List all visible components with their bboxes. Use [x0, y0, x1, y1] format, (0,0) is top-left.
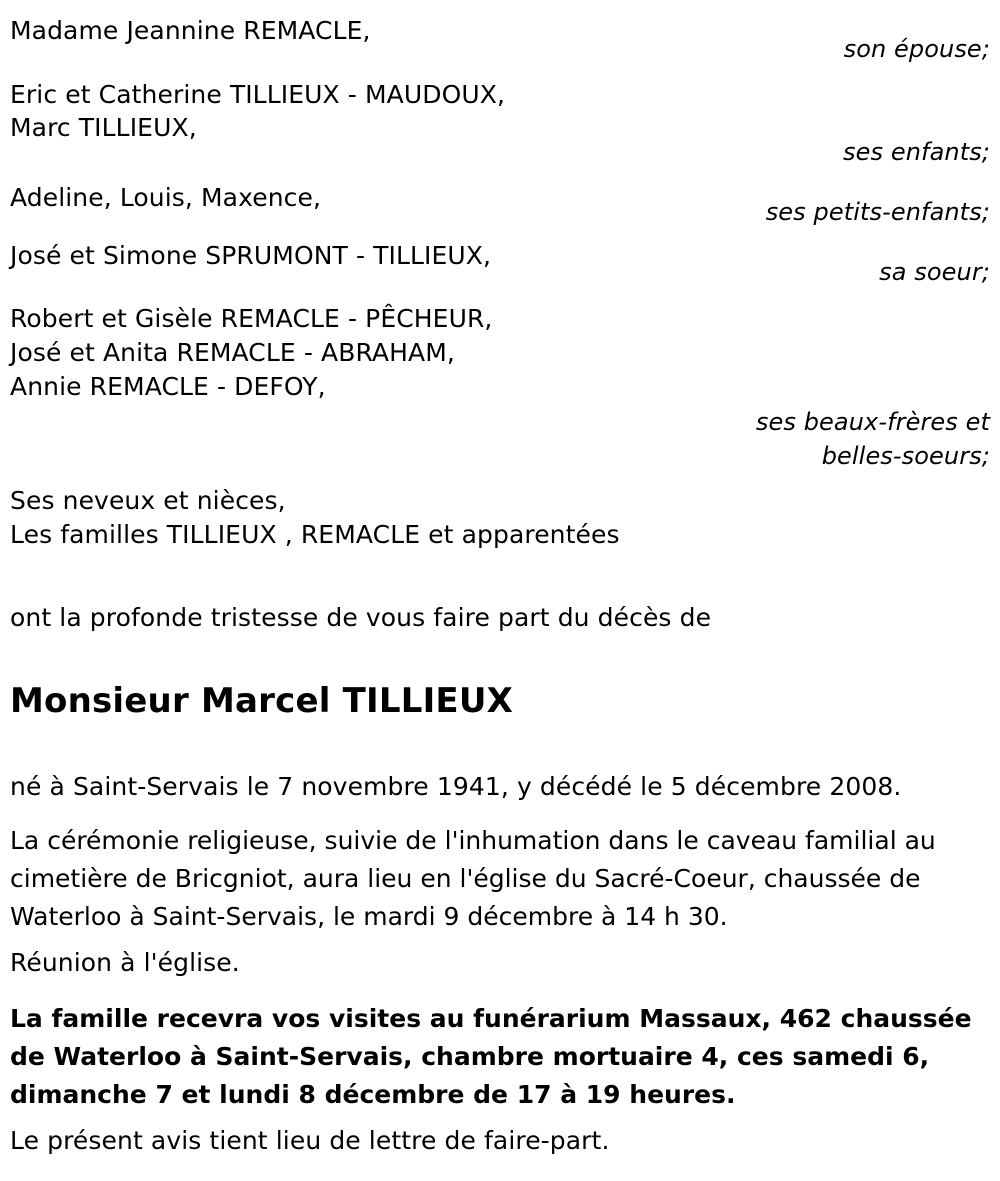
survivor-name: Les familles TILLIEUX , REMACLE et apparentées — [10, 520, 620, 549]
gathering-line: Réunion à l'église. — [10, 948, 240, 977]
survivor-name: José et Anita REMACLE - ABRAHAM, — [10, 338, 455, 367]
deceased-name: Monsieur Marcel TILLIEUX — [10, 681, 514, 721]
visits-paragraph: La famille recevra vos visites au funérarium Massaux, 462 chaussée de Waterloo à Saint-Servais, chambre mortuaire 4, ces samedi 6, dimanche 7 et lundi 8 décembre de 17 à 19 heures. — [10, 1004, 972, 1109]
survivor-name: Robert et Gisèle REMACLE - PÊCHEUR, — [10, 304, 493, 333]
relation-label-children: ses enfants; — [843, 138, 990, 166]
survivor-name: Adeline, Louis, Maxence, — [10, 183, 322, 212]
birth-death-line: né à Saint-Servais le 7 novembre 1941, y décédé le 5 décembre 2008. — [10, 772, 902, 801]
relation-label-grandchildren: ses petits-enfants; — [765, 198, 990, 226]
relation-label-in-laws-line2: belles-soeurs; — [821, 442, 990, 470]
survivor-name: José et Simone SPRUMONT - TILLIEUX, — [10, 241, 492, 270]
survivor-name: Madame Jeannine REMACLE, — [10, 16, 371, 45]
relation-label-spouse: son épouse; — [843, 35, 990, 63]
survivor-name: Marc TILLIEUX, — [10, 113, 197, 142]
ceremony-paragraph: La cérémonie religieuse, suivie de l'inhumation dans le caveau familial au cimetière de Bricgniot, aura lieu en l'église du Sacré-Coeur, chaussée de Waterloo à Saint-Servais, le mardi 9 décembre à 14 h 30. — [10, 826, 936, 931]
announcement-intro: ont la profonde tristesse de vous faire part du décès de — [10, 603, 712, 632]
survivor-name: Annie REMACLE - DEFOY, — [10, 372, 326, 401]
relation-label-in-laws-line1: ses beaux-frères et — [755, 408, 990, 436]
survivor-name: Eric et Catherine TILLIEUX - MAUDOUX, — [10, 80, 506, 109]
survivor-name: Ses neveux et nièces, — [10, 486, 286, 515]
relation-label-sister: sa soeur; — [879, 258, 990, 286]
closing-line: Le présent avis tient lieu de lettre de faire-part. — [10, 1126, 610, 1155]
